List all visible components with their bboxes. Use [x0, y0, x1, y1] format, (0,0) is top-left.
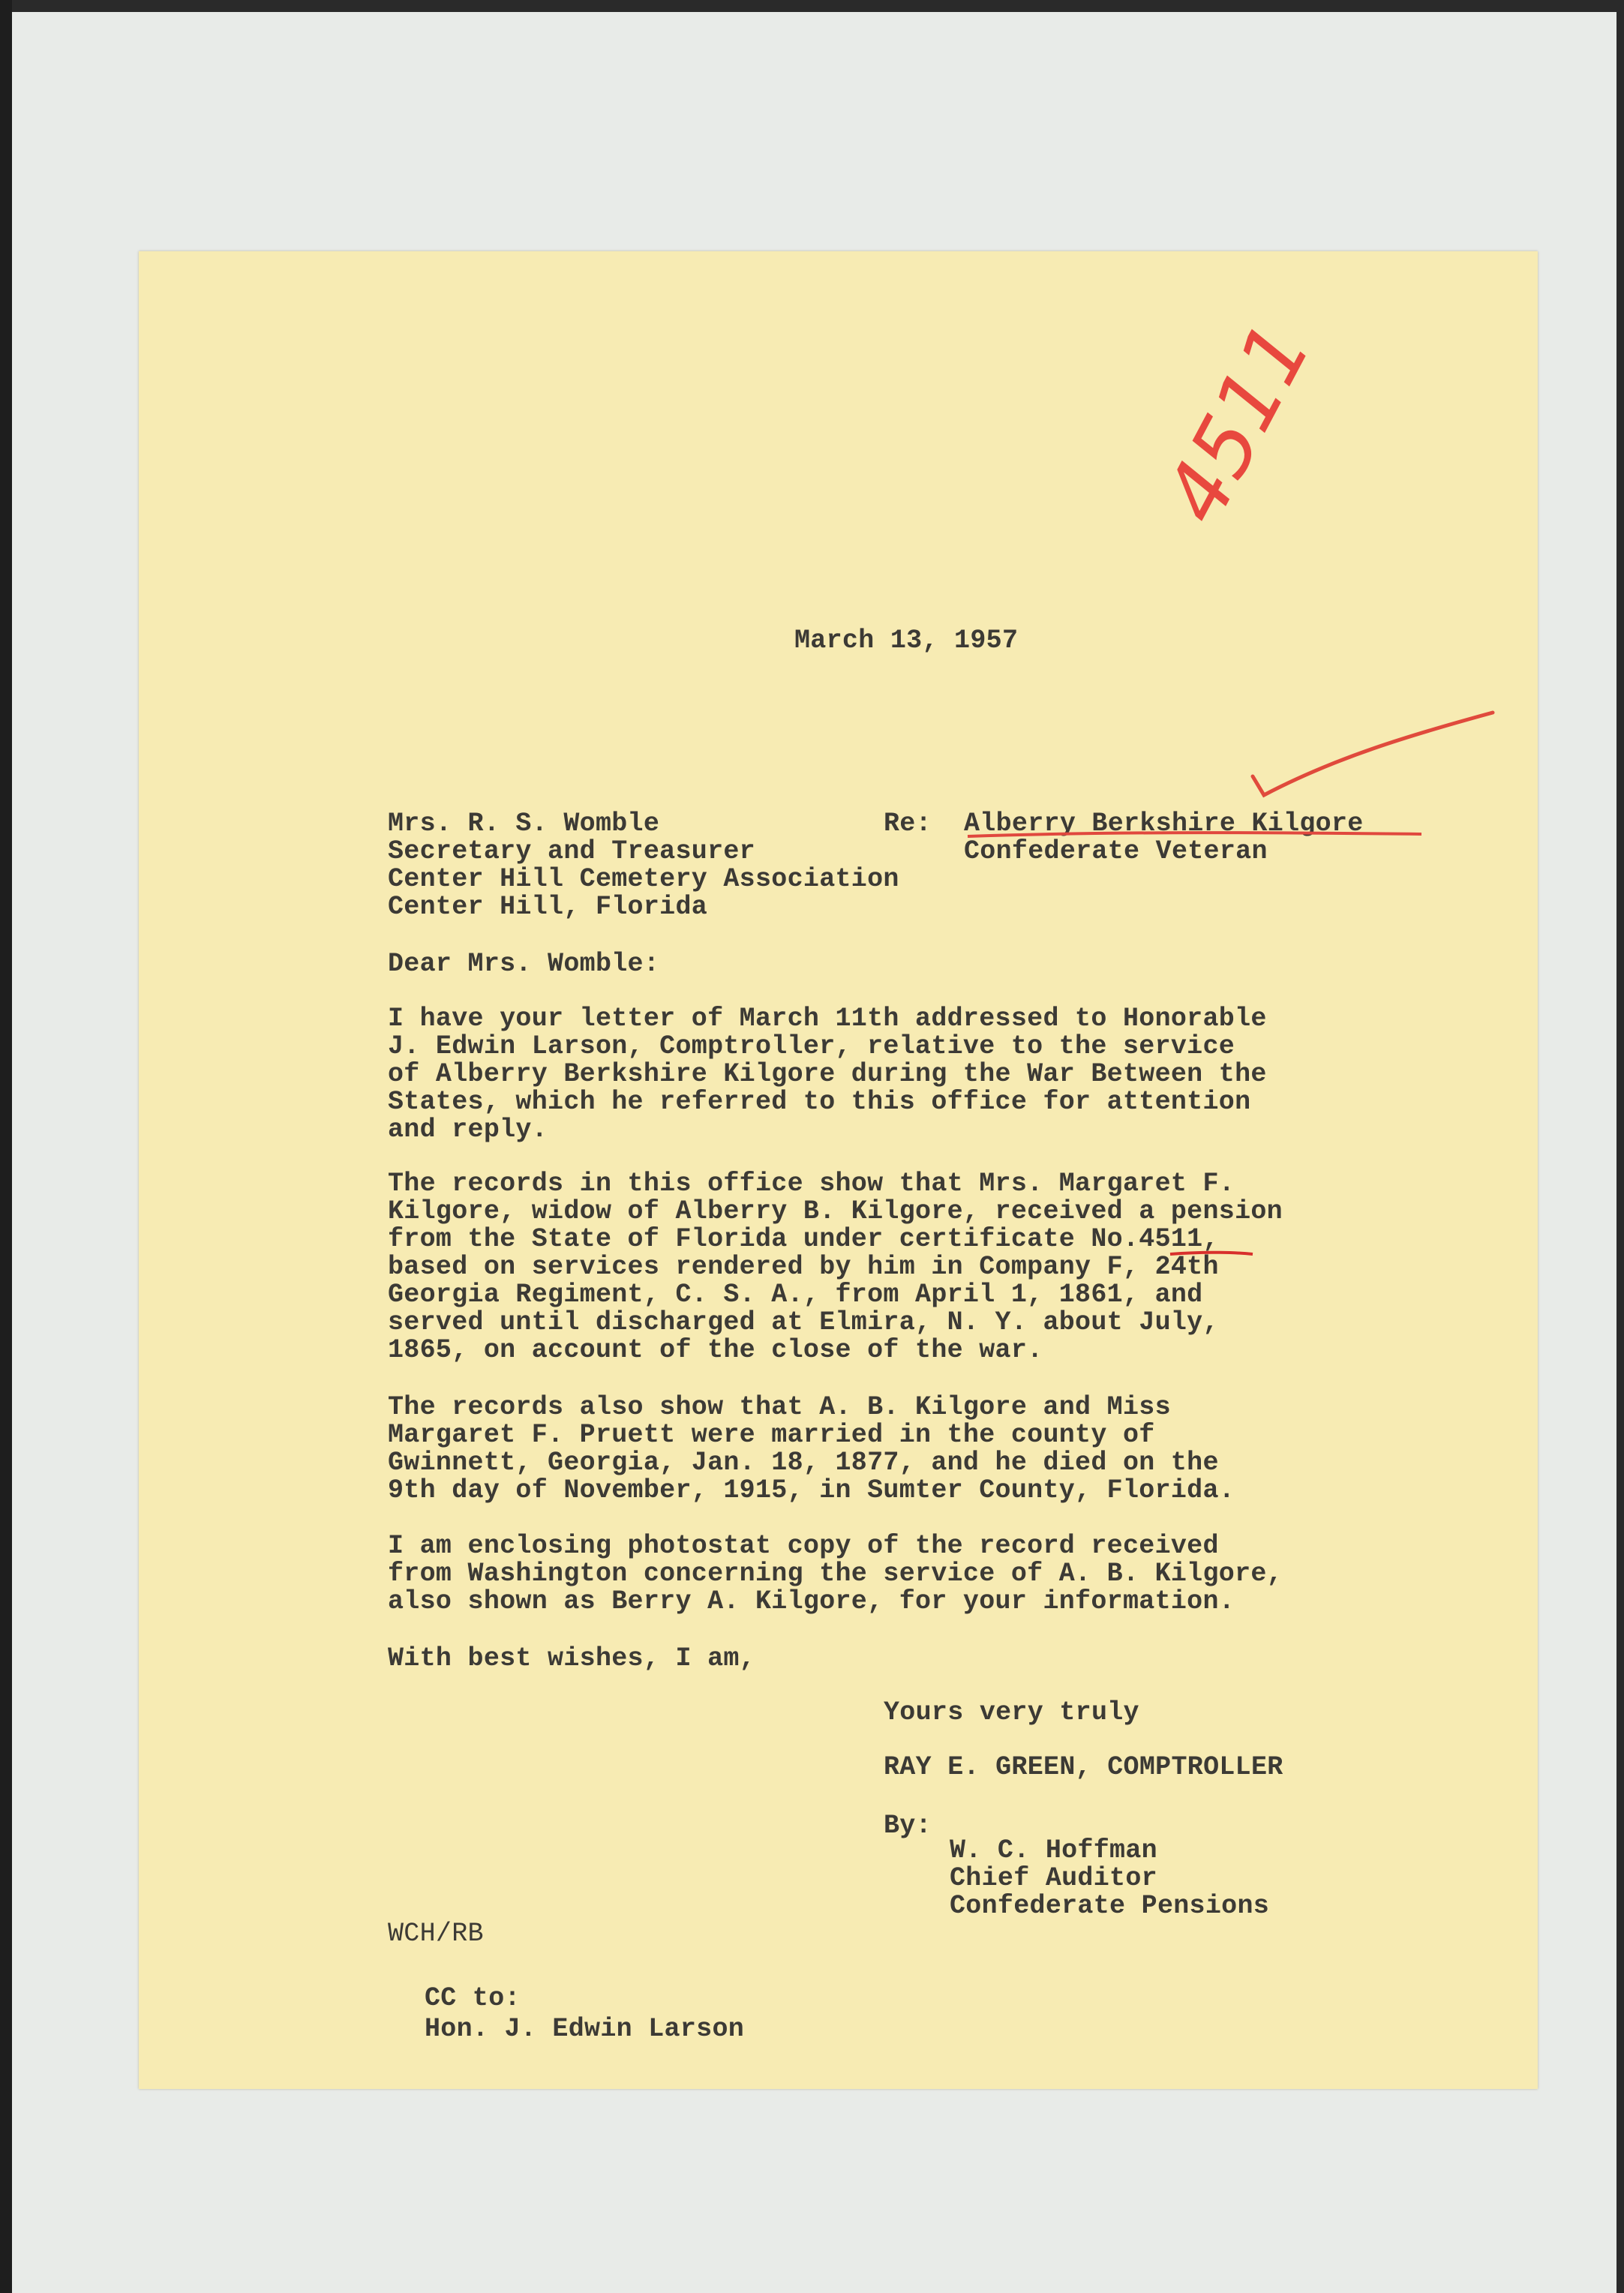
paragraph-line: of Alberry Berkshire Kilgore during the War Between the	[388, 1059, 1267, 1089]
address-line: Center Hill, Florida	[388, 892, 708, 922]
cc-label: CC to:	[425, 1983, 521, 2013]
cc-recipient: Hon. J. Edwin Larson	[425, 2014, 745, 2044]
paragraph-line: 1865, on account of the close of the war.	[388, 1335, 1043, 1365]
paragraph-line: and reply.	[388, 1115, 548, 1145]
paragraph-line: Kilgore, widow of Alberry B. Kilgore, received a pension	[388, 1196, 1283, 1226]
paragraph-line: J. Edwin Larson, Comptroller, relative to the service	[388, 1031, 1235, 1061]
by-label: By:	[884, 1811, 932, 1841]
paragraph-line: from Washington concerning the service of A. B. Kilgore,	[388, 1559, 1283, 1589]
signer-name: W. C. Hoffman	[950, 1835, 1157, 1865]
signer-department: Confederate Pensions	[950, 1891, 1270, 1921]
address-line: Center Hill Cemetery Association	[388, 864, 899, 894]
red-check-mark	[1253, 713, 1493, 795]
paragraph-line: based on services rendered by him in Company F, 24th	[388, 1252, 1219, 1282]
paragraph-line: The records in this office show that Mrs. Margaret F.	[388, 1169, 1235, 1199]
red-underline-certificate	[1170, 1253, 1253, 1254]
paragraph-line: served until discharged at Elmira, N. Y. about July,	[388, 1307, 1219, 1337]
typist-initials: WCH/RB	[388, 1919, 484, 1949]
signer-title: Chief Auditor	[950, 1863, 1157, 1893]
letter-date: March 13, 1957	[794, 626, 1019, 656]
paragraph-line: Margaret F. Pruett were married in the county of	[388, 1420, 1155, 1450]
signatory-organization: RAY E. GREEN, COMPTROLLER	[884, 1752, 1283, 1782]
re-subject: Alberry Berkshire Kilgore	[964, 809, 1364, 839]
paragraph-line: from the State of Florida under certificate No.4511,	[388, 1224, 1219, 1254]
re-subject-description: Confederate Veteran	[964, 836, 1268, 866]
paragraph-line: States, which he referred to this office for attention	[388, 1087, 1251, 1117]
paragraph-line: I am enclosing photostat copy of the record received	[388, 1531, 1219, 1561]
paragraph-line: I have your letter of March 11th addressed to Honorable	[388, 1004, 1267, 1034]
handwritten-certificate-number: 4511	[1145, 308, 1330, 539]
paragraph-line: The records also show that A. B. Kilgore and Miss	[388, 1392, 1171, 1422]
address-line: Mrs. R. S. Womble	[388, 809, 660, 839]
paragraph-line: also shown as Berry A. Kilgore, for your information.	[388, 1586, 1235, 1616]
paragraph-line: Gwinnett, Georgia, Jan. 18, 1877, and he died on the	[388, 1448, 1219, 1478]
closing-line: With best wishes, I am,	[388, 1643, 755, 1673]
address-line: Secretary and Treasurer	[388, 836, 755, 866]
re-label: Re:	[884, 809, 932, 839]
red-underline-subject	[968, 833, 1421, 836]
paragraph-line: Georgia Regiment, C. S. A., from April 1, 1861, and	[388, 1280, 1203, 1310]
salutation: Dear Mrs. Womble:	[388, 949, 660, 979]
paragraph-line: 9th day of November, 1915, in Sumter County, Florida.	[388, 1475, 1235, 1505]
complimentary-close: Yours very truly	[884, 1697, 1139, 1727]
